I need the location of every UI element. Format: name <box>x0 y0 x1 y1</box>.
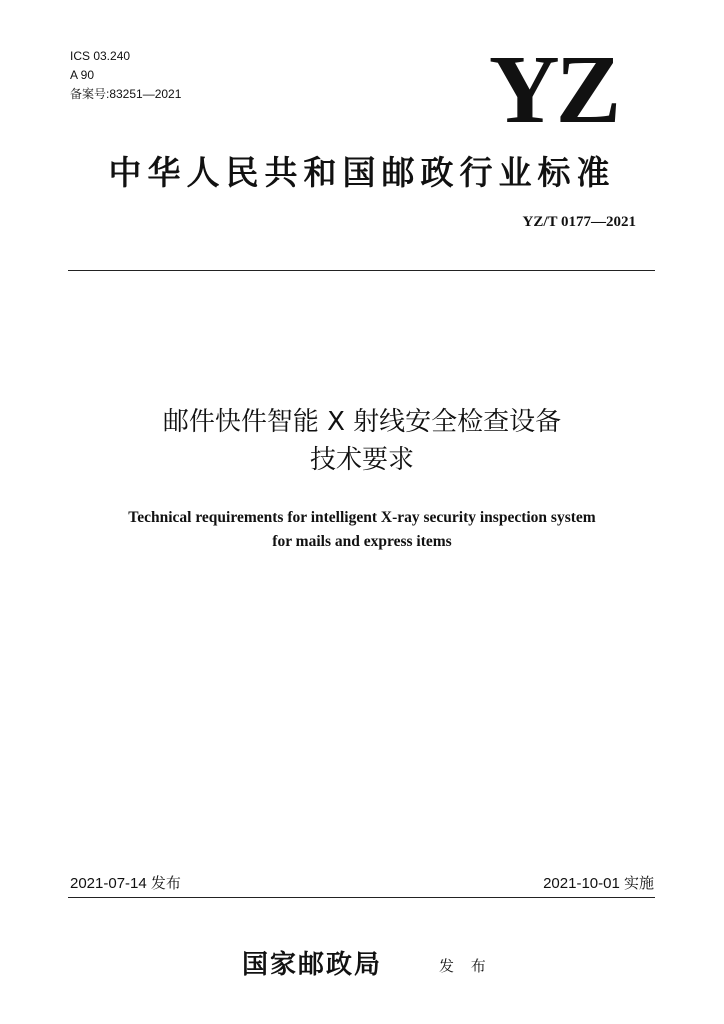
title-cn-line2: 技术要求 <box>309 445 414 475</box>
ics-code: ICS 03.240 <box>70 49 131 63</box>
issue-date-block <box>70 872 181 893</box>
top-divider <box>68 270 655 271</box>
effective-date: 2021-10-01 <box>543 875 620 892</box>
issue-date: 2021-07-14 <box>70 875 147 892</box>
publish-label: 发 布 <box>439 957 492 975</box>
header-meta <box>70 47 181 104</box>
standard-category-title: 中华人民共和国邮政行业标准 <box>108 153 616 192</box>
record-number: 备案号:83251—2021 <box>70 87 182 101</box>
standard-code: YZ/T 0177—2021 <box>522 214 636 230</box>
publisher-name: 国家邮政局 <box>242 950 383 980</box>
bottom-divider <box>68 897 655 898</box>
effective-label: 实施 <box>623 874 654 892</box>
title-en-line1: Technical requirements for intelligent X-ray security inspection system <box>128 509 596 526</box>
classification-code: A 90 <box>70 68 95 82</box>
issue-label: 发布 <box>150 874 181 892</box>
yz-logo: YZ <box>488 36 618 144</box>
effective-date-block <box>543 872 654 893</box>
title-cn-line1: 邮件快件智能 X 射线安全检查设备 <box>162 407 562 437</box>
title-en-line2: for mails and express items <box>272 533 452 550</box>
